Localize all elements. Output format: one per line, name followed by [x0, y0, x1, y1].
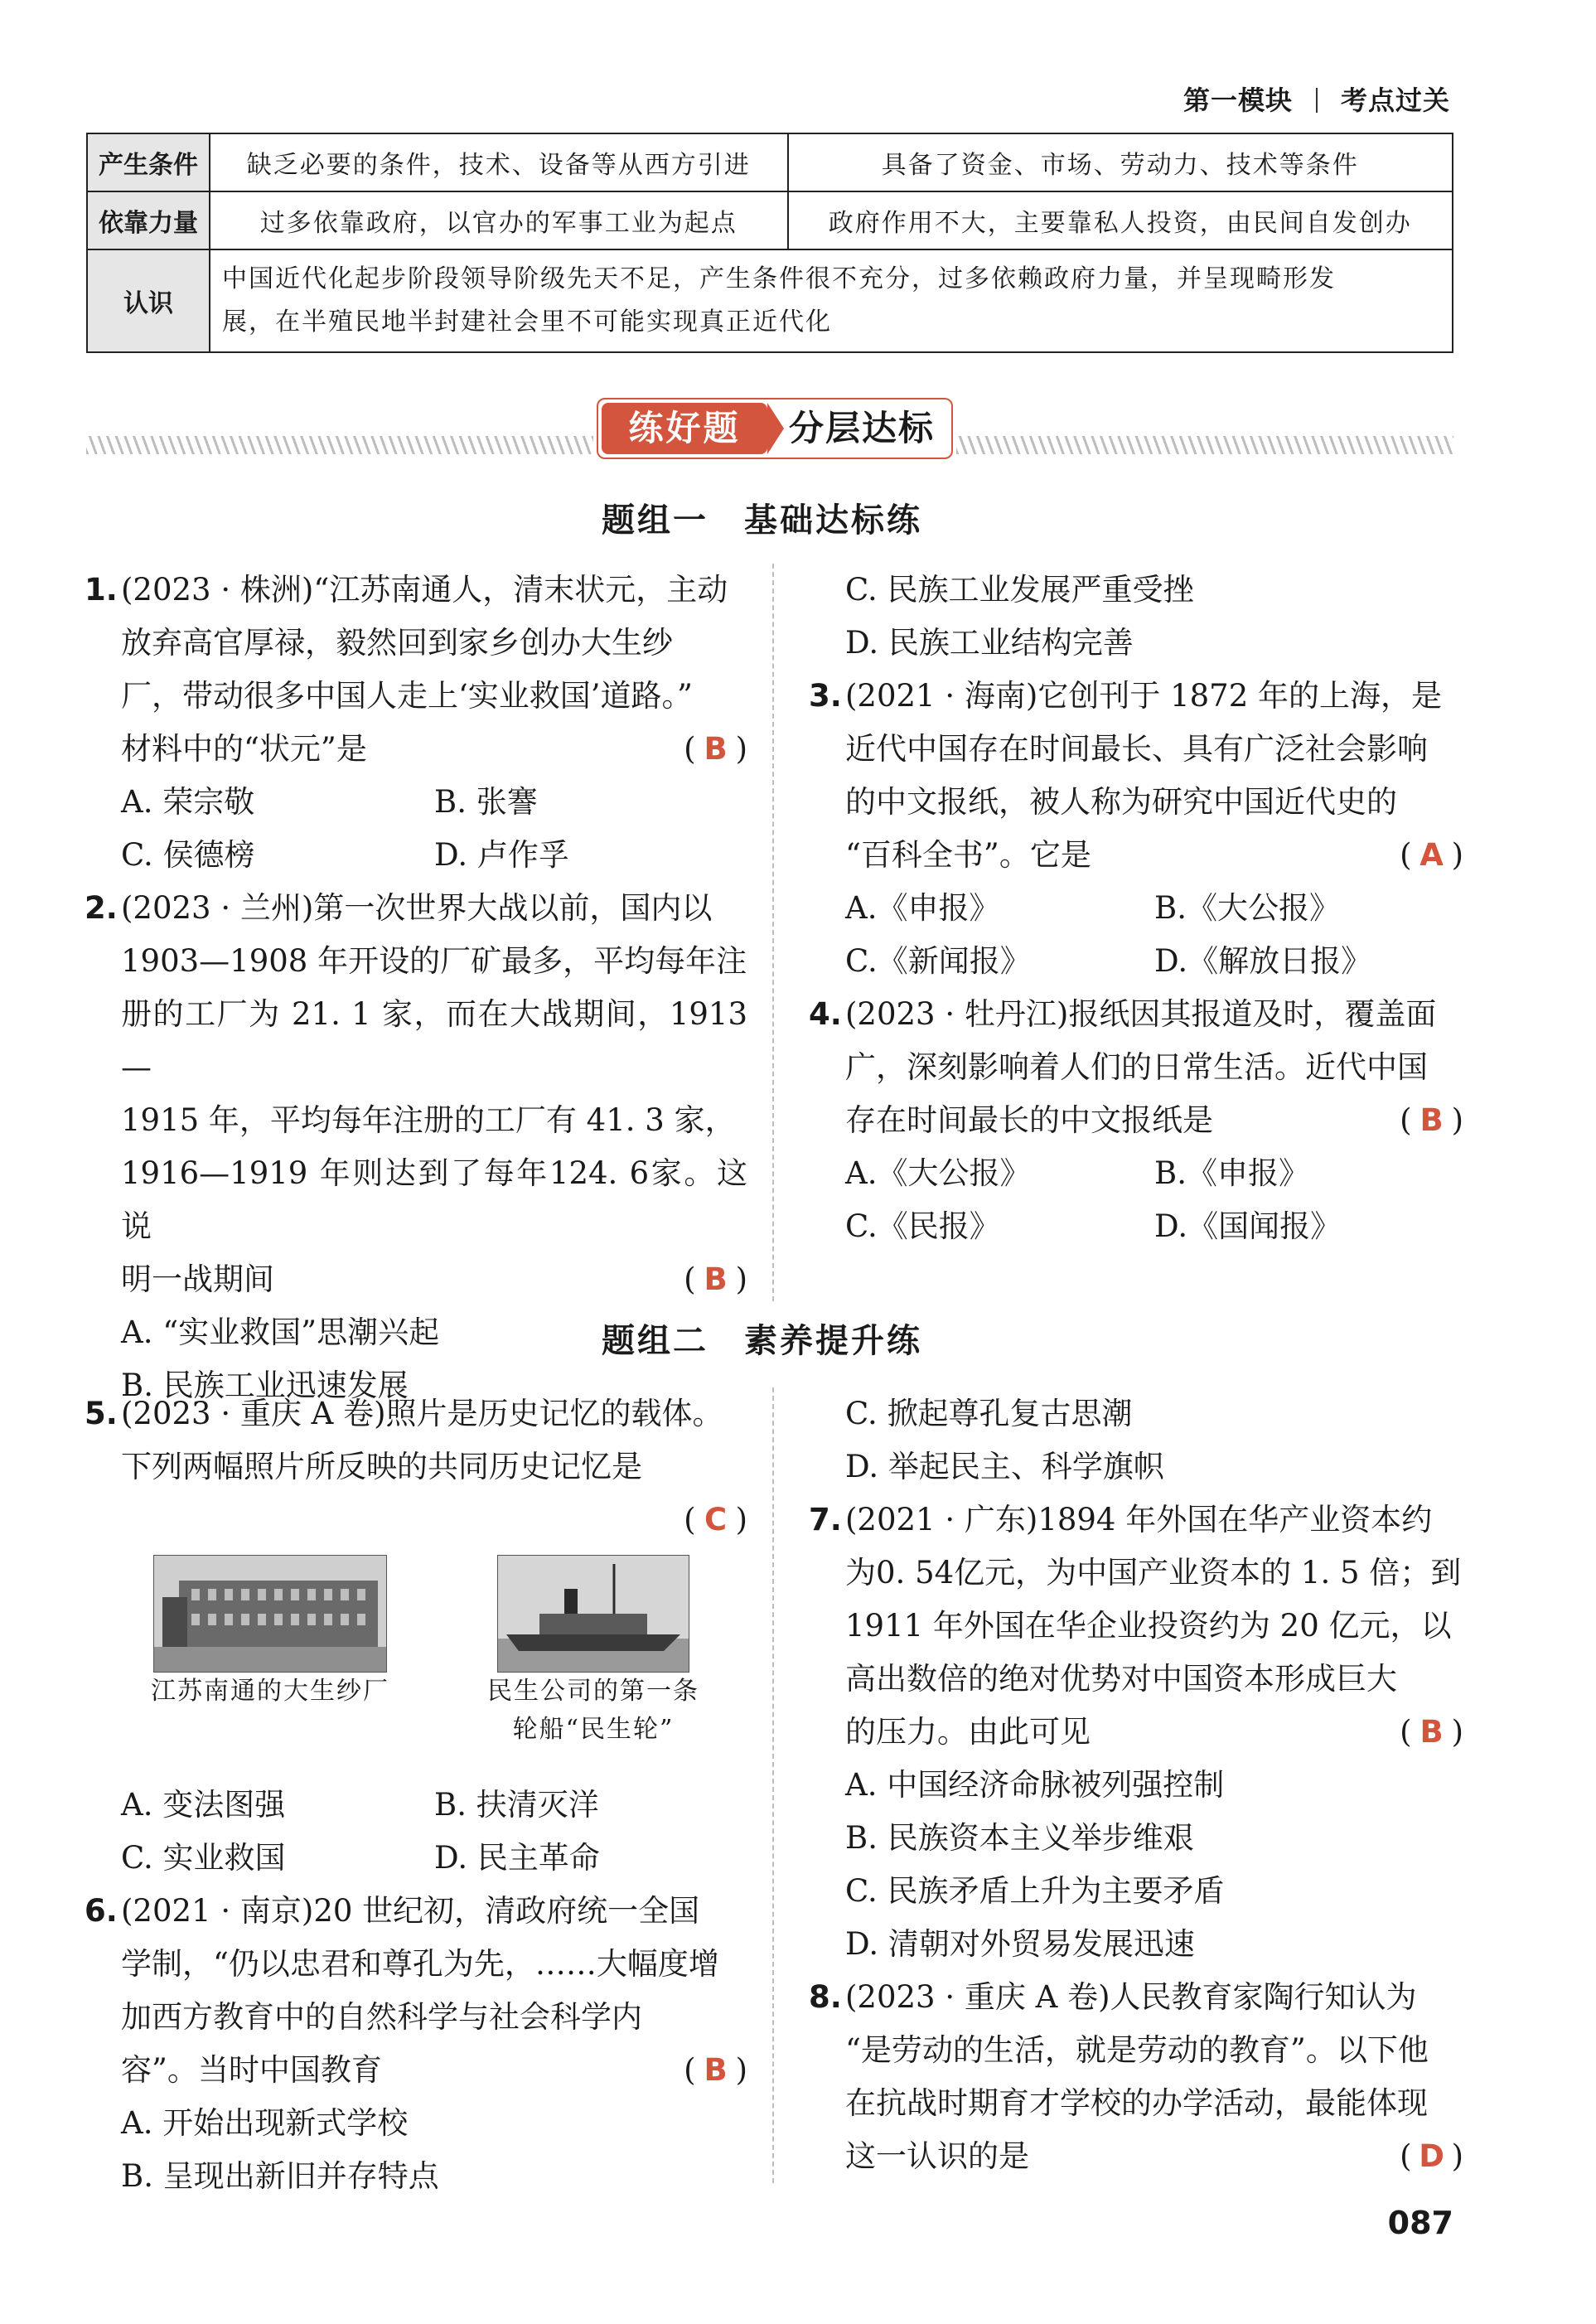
option: C. 实业救国: [121, 1840, 286, 1876]
option: A.《申报》: [845, 890, 1000, 926]
answer-letter: B: [1419, 1714, 1444, 1750]
option: D.《解放日报》: [1154, 943, 1372, 979]
table-row: [87, 249, 1453, 352]
answer-bracket: ( B ): [684, 723, 747, 776]
table-cell: 缺乏必要的条件，技术、设备等从西方引进: [210, 133, 788, 191]
photo-figure: [452, 1555, 734, 1749]
column-left: [85, 1387, 747, 2203]
answer-letter: A: [1419, 837, 1444, 873]
answer-letter: B: [1419, 1102, 1444, 1138]
options-row: [85, 829, 747, 882]
stem-line: (2023 · 兰州)第一次世界大战以前，国内以: [121, 890, 713, 926]
option: D. 举起民主、科学旗帜: [845, 1449, 1164, 1484]
stem-line: 存在时间最长的中文报纸是: [845, 1102, 1213, 1138]
options-row: [85, 776, 747, 829]
table-row: [87, 133, 1453, 191]
table-row: [87, 191, 1453, 249]
ship-illustration: [498, 1556, 689, 1672]
column-right: [809, 564, 1463, 1253]
option: C. 掀起尊孔复古思潮: [845, 1396, 1133, 1431]
stem-line: “是劳动的生活，就是劳动的教育”。以下他: [845, 2032, 1429, 2068]
column-divider: [772, 564, 774, 1301]
question-2: [85, 882, 747, 1306]
photo-pair: [121, 1547, 747, 1779]
column-right: [809, 1387, 1463, 2183]
options-row: [809, 935, 1463, 988]
option: A. 中国经济命脉被列强控制: [845, 1767, 1225, 1803]
option: A. 变法图强: [121, 1787, 286, 1823]
cell-line: 中国近代化起步阶段领导阶级先天不足，产生条件很不充分，过多依赖政府力量，并呈现畸形发: [222, 264, 1336, 293]
answer-bracket: ( B ): [684, 2044, 747, 2097]
stem-line: 的压力。由此可见: [845, 1714, 1091, 1750]
options-row: [809, 1200, 1463, 1253]
options-row: [809, 1147, 1463, 1200]
photo-figure: [129, 1555, 411, 1711]
option: B. 民族资本主义举步维艰: [845, 1820, 1194, 1856]
ship-photo: [497, 1555, 689, 1673]
question-number: 2.: [85, 890, 118, 926]
question-number: 5.: [85, 1396, 118, 1431]
photo-caption: 江苏南通的大生纱厂: [151, 1677, 389, 1706]
page-number: 087: [1387, 2205, 1453, 2241]
question-number: 1.: [85, 572, 118, 608]
stem-line: 册的工厂为 21. 1 家，而在大战期间，1913—: [121, 996, 747, 1085]
option: B. 扶清灭洋: [434, 1787, 599, 1823]
answer-bracket: ( B ): [1400, 1706, 1463, 1759]
hatch-decoration: [956, 436, 1453, 454]
answer-letter: B: [704, 731, 728, 767]
hatch-decoration: [86, 436, 593, 454]
option: B.《大公报》: [1154, 890, 1340, 926]
stem-line: 材料中的“状元”是: [121, 731, 367, 767]
answer-letter: D: [1419, 2138, 1444, 2174]
answer-bracket: ( C ): [684, 1502, 747, 1537]
stem-line: (2023 · 重庆 A 卷)照片是历史记忆的载体。: [121, 1396, 723, 1431]
option: C.《新闻报》: [845, 943, 1031, 979]
question-number: 7.: [809, 1502, 842, 1537]
answer-letter: B: [704, 1261, 728, 1297]
stem-line: 在抗战时期育才学校的办学活动，最能体现: [845, 2085, 1428, 2121]
stem-line: (2023 · 牡丹江)报纸因其报道及时，覆盖面: [845, 996, 1437, 1032]
column-left: [85, 564, 747, 1412]
page-header: [1183, 80, 1450, 118]
stem-line: 的中文报纸，被人称为研究中国近代史的: [845, 784, 1397, 820]
banner-box: [597, 398, 953, 459]
question-4: [809, 988, 1463, 1147]
stem-line: 1911 年外国在华企业投资约为 20 亿元，以: [845, 1608, 1452, 1644]
factory-illustration: [154, 1556, 386, 1672]
stem-line: 高出数倍的绝对优势对中国资本形成巨大: [845, 1661, 1397, 1697]
options-row: [85, 1832, 747, 1885]
option: C. 侯德榜: [121, 837, 255, 873]
answer-bracket: ( D ): [1400, 2130, 1463, 2183]
row-header: 依靠力量: [87, 191, 210, 249]
question-number: 4.: [809, 996, 842, 1032]
table-cell: 过多依靠政府，以官办的军事工业为起点: [210, 191, 788, 249]
comparison-table: [86, 133, 1453, 353]
question-3: [809, 670, 1463, 882]
question-6: [85, 1885, 747, 2097]
question-number: 8.: [809, 1979, 842, 2015]
stem-line: 1916—1919 年则达到了每年124. 6家。这说: [121, 1155, 747, 1244]
column-divider: [772, 1387, 774, 2183]
photo-caption: 轮船“民生轮”: [512, 1715, 675, 1744]
header-separator: [1316, 88, 1318, 113]
question-1: [85, 564, 747, 776]
question-number: 6.: [85, 1893, 118, 1929]
stem-line: 容”。当时中国教育: [121, 2052, 382, 2088]
option: D. 清朝对外贸易发展迅速: [845, 1926, 1195, 1962]
option: A. 开始出现新式学校: [121, 2105, 409, 2141]
option: B. 张謇: [434, 784, 538, 820]
group-title: 题组二 素养提升练: [602, 1322, 922, 1360]
banner-red-label: 练好题: [602, 403, 767, 454]
option: D. 民主革命: [434, 1840, 600, 1876]
stem-line: 下列两幅照片所反映的共同历史记忆是: [121, 1449, 642, 1484]
option: C. 民族工业发展严重受挫: [845, 572, 1194, 608]
group-title: 题组一 基础达标练: [602, 501, 922, 540]
cell-line: 展，在半殖民地半封建社会里不可能实现真正近代化: [222, 307, 832, 336]
table-cell: [210, 249, 1453, 352]
module-label: 第一模块: [1182, 85, 1293, 116]
question-5: [85, 1387, 747, 1547]
option: D. 卢作孚: [434, 837, 569, 873]
stem-line: 厂，带动很多中国人走上‘实业救国’道路。”: [121, 678, 693, 714]
answer-letter: B: [704, 2052, 728, 2088]
factory-photo: [153, 1555, 387, 1673]
answer-bracket: ( A ): [1400, 829, 1463, 882]
option: C.《民报》: [845, 1208, 1000, 1244]
answer-bracket: ( B ): [684, 1253, 747, 1306]
stem-line: 学制，“仍以忠君和尊孔为先，……大幅度增: [121, 1946, 719, 1982]
stem-line: 放弃高官厚禄，毅然回到家乡创办大生纱: [121, 625, 673, 661]
options-row: [85, 1779, 747, 1832]
options-row: [809, 882, 1463, 935]
stem-line: “百科全书”。它是: [845, 837, 1091, 873]
stem-line: (2023 · 株洲)“江苏南通人，清末状元，主动: [121, 572, 728, 608]
section-label: 考点过关: [1340, 85, 1450, 116]
stem-line: 1915 年，平均每年注册的工厂有 41. 3 家，: [121, 1102, 736, 1138]
table-cell: 具备了资金、市场、劳动力、技术等条件: [788, 133, 1453, 191]
table-cell: 政府作用不大，主要靠私人投资，由民间自发创办: [788, 191, 1453, 249]
question-7: [809, 1494, 1463, 1759]
stem-line: 明一战期间: [121, 1261, 274, 1297]
option: A.《大公报》: [845, 1155, 1031, 1191]
option: B.《申报》: [1154, 1155, 1309, 1191]
option: A. 荣宗敬: [121, 784, 255, 820]
row-header: 认识: [87, 249, 210, 352]
option: C. 民族矛盾上升为主要矛盾: [845, 1873, 1225, 1909]
stem-line: 广，深刻影响着人们的日常生活。近代中国: [845, 1049, 1428, 1085]
option: B. 民族工业迅速发展: [121, 1368, 409, 1403]
stem-line: 为0. 54亿元，为中国产业资本的 1. 5 倍；到: [845, 1555, 1462, 1590]
stem-line: 近代中国存在时间最长、具有广泛社会影响: [845, 731, 1428, 767]
question-number: 3.: [809, 678, 842, 714]
stem-line: 加西方教育中的自然科学与社会科学内: [121, 1999, 642, 2035]
stem-line: 1903—1908 年开设的厂矿最多，平均每年注: [121, 943, 747, 979]
option: D. 民族工业结构完善: [845, 625, 1134, 661]
question-8: [809, 1971, 1463, 2183]
row-header: 产生条件: [87, 133, 210, 191]
option: A. “实业救国”思潮兴起: [121, 1315, 440, 1350]
answer-letter: C: [704, 1502, 728, 1537]
option: D.《国闻报》: [1154, 1208, 1342, 1244]
option: B. 呈现出新旧并存特点: [121, 2158, 439, 2194]
stem-line: (2023 · 重庆 A 卷)人民教育家陶行知认为: [845, 1979, 1417, 2015]
section-banner: [86, 398, 1453, 458]
answer-bracket: ( B ): [1400, 1094, 1463, 1147]
stem-line: (2021 · 南京)20 世纪初，清政府统一全国: [121, 1893, 700, 1929]
banner-title: 分层达标: [789, 408, 936, 448]
stem-line: (2021 · 广东)1894 年外国在华产业资本约: [845, 1502, 1433, 1537]
stem-line: (2021 · 海南)它创刊于 1872 年的上海，是: [845, 678, 1442, 714]
photo-caption: 民生公司的第一条: [487, 1677, 699, 1706]
stem-line: 这一认识的是: [845, 2138, 1029, 2174]
